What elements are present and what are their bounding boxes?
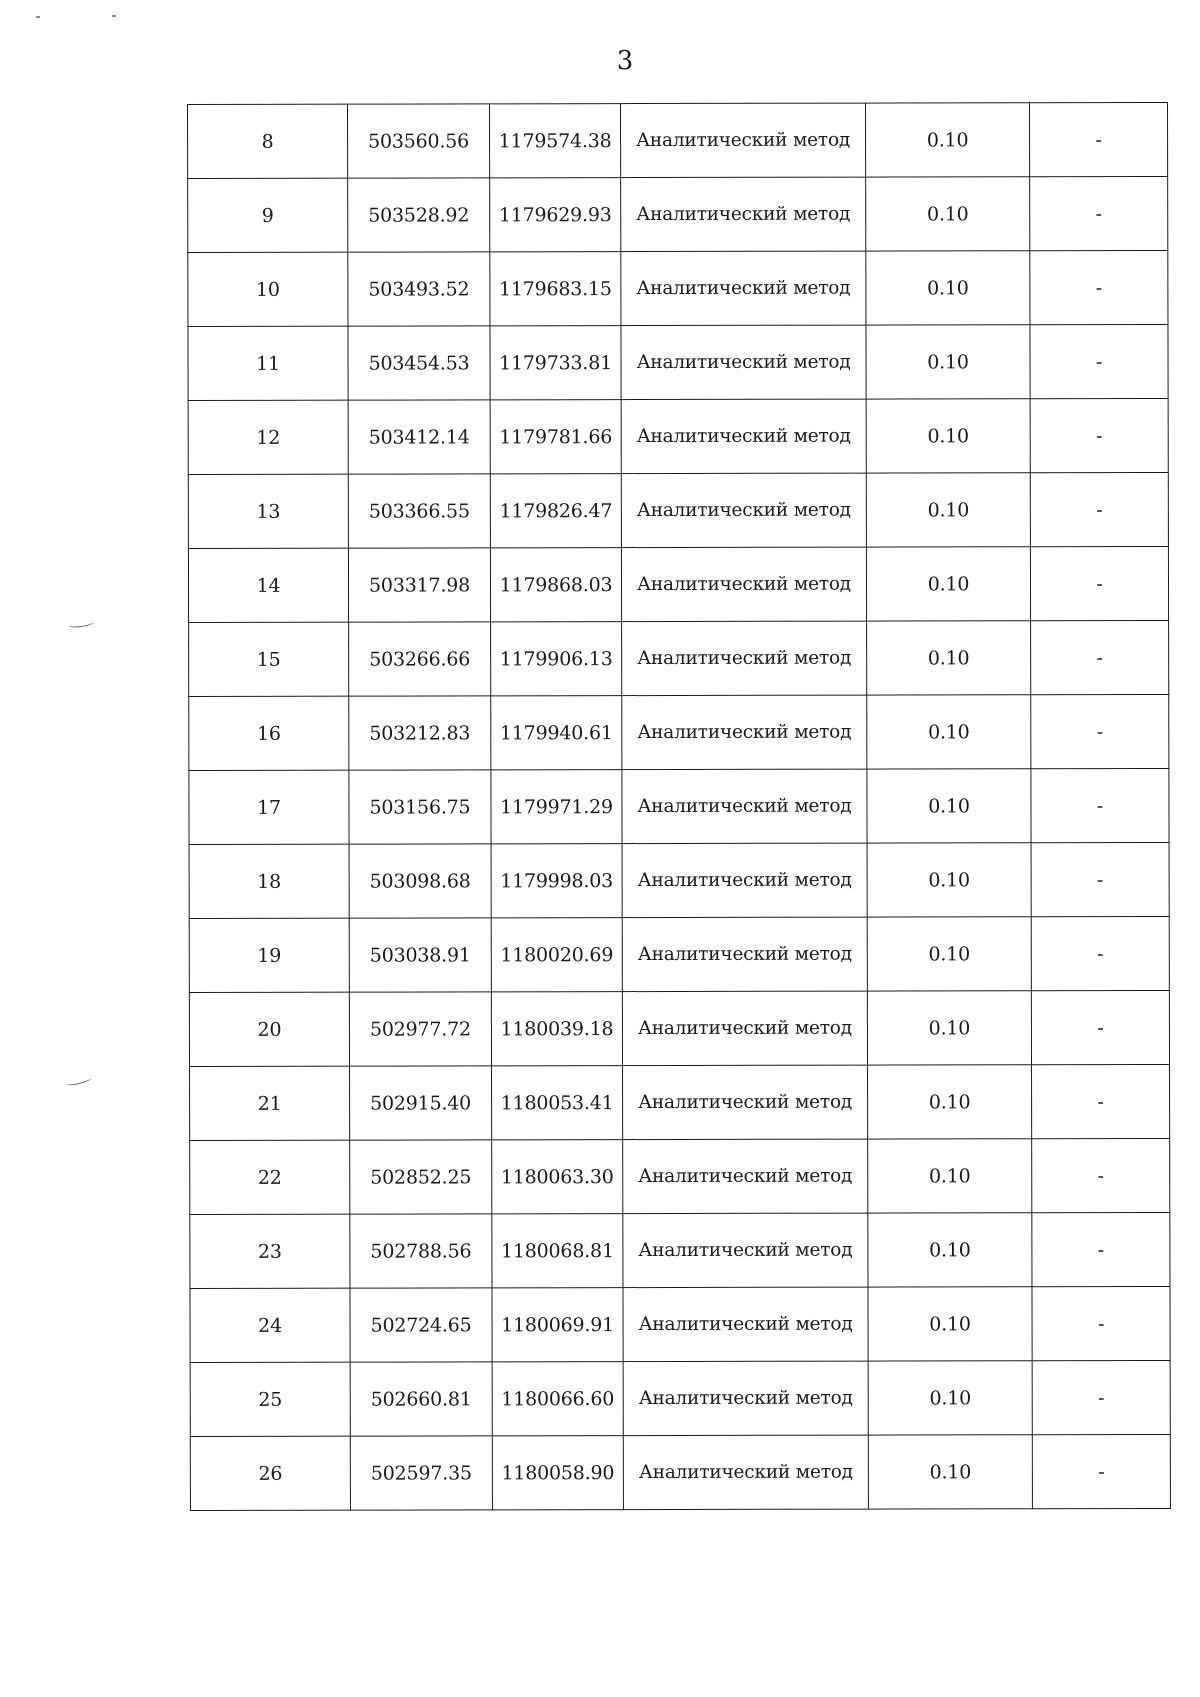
method-cell: Аналитический метод [622,621,867,696]
table-row [189,694,1169,770]
accuracy-cell: 0.10 [867,621,1031,695]
accuracy-cell: 0.10 [867,991,1031,1065]
note-cell: - [1030,398,1168,472]
table-row [188,102,1168,178]
note-cell: - [1030,250,1168,324]
point-number-cell: 10 [188,252,348,326]
method-cell: Аналитический метод [621,473,866,548]
accuracy-cell: 0.10 [865,103,1029,177]
x-coordinate-cell: 503098.68 [349,844,491,918]
x-coordinate-cell: 503212.83 [349,696,491,770]
point-number-cell: 18 [189,844,349,918]
y-coordinate-cell: 1179868.03 [490,548,621,622]
point-number-cell: 23 [190,1214,350,1288]
method-cell: Аналитический метод [622,695,867,770]
point-number-cell: 21 [190,1066,350,1140]
method-cell: Аналитический метод [622,769,867,844]
note-cell: - [1032,1212,1170,1286]
coordinates-table-body [188,102,1171,1510]
point-number-cell: 25 [190,1362,350,1436]
note-cell: - [1031,620,1169,694]
accuracy-cell: 0.10 [866,325,1030,399]
y-coordinate-cell: 1179998.03 [491,844,622,918]
accuracy-cell: 0.10 [868,1435,1032,1509]
point-number-cell: 16 [189,696,349,770]
accuracy-cell: 0.10 [868,1213,1032,1287]
note-cell: - [1032,1360,1170,1434]
point-number-cell: 8 [188,104,348,178]
method-cell: Аналитический метод [622,991,867,1066]
y-coordinate-cell: 1179906.13 [491,622,622,696]
accuracy-cell: 0.10 [866,177,1030,251]
method-cell: Аналитический метод [623,1361,868,1436]
accuracy-cell: 0.10 [867,769,1031,843]
x-coordinate-cell: 502660.81 [350,1362,492,1436]
x-coordinate-cell: 502852.25 [350,1140,492,1214]
table-row [190,1212,1170,1288]
y-coordinate-cell: 1179940.61 [491,696,622,770]
note-cell: - [1031,916,1169,990]
method-cell: Аналитический метод [623,1287,868,1362]
table-row [189,620,1169,696]
scan-margin-mark [66,1074,93,1087]
point-number-cell: 11 [188,326,348,400]
point-number-cell: 17 [189,770,349,844]
accuracy-cell: 0.10 [867,695,1031,769]
method-cell: Аналитический метод [621,177,866,252]
note-cell: - [1030,176,1168,250]
accuracy-cell: 0.10 [867,843,1031,917]
point-number-cell: 13 [188,474,348,548]
y-coordinate-cell: 1180069.91 [492,1288,623,1362]
note-cell: - [1031,694,1169,768]
coordinates-table [187,102,1171,1511]
point-number-cell: 20 [189,992,349,1066]
method-cell: Аналитический метод [622,843,867,918]
table-row [189,916,1169,992]
y-coordinate-cell: 1179781.66 [490,400,621,474]
method-cell: Аналитический метод [621,399,866,474]
x-coordinate-cell: 503366.55 [348,474,490,548]
table-row [190,1064,1170,1140]
note-cell: - [1031,842,1169,916]
x-coordinate-cell: 503317.98 [348,548,490,622]
method-cell: Аналитический метод [623,1139,868,1214]
x-coordinate-cell: 503454.53 [348,326,490,400]
method-cell: Аналитический метод [623,1213,868,1288]
table-row [190,1286,1170,1362]
y-coordinate-cell: 1179733.81 [490,326,621,400]
note-cell: - [1029,102,1167,176]
x-coordinate-cell: 502915.40 [350,1066,492,1140]
table-row [188,324,1168,400]
table-row [189,990,1169,1066]
accuracy-cell: 0.10 [868,1287,1032,1361]
x-coordinate-cell: 503266.66 [349,622,491,696]
table-row [190,1434,1170,1510]
accuracy-cell: 0.10 [868,1361,1032,1435]
table-row [188,472,1168,548]
point-number-cell: 26 [190,1436,350,1510]
x-coordinate-cell: 503528.92 [348,178,490,252]
note-cell: - [1032,1138,1170,1212]
note-cell: - [1030,472,1168,546]
method-cell: Аналитический метод [623,1065,868,1140]
accuracy-cell: 0.10 [868,1065,1032,1139]
accuracy-cell: 0.10 [868,1139,1032,1213]
point-number-cell: 24 [190,1288,350,1362]
table-row [188,398,1168,474]
point-number-cell: 12 [188,400,348,474]
x-coordinate-cell: 503493.52 [348,252,490,326]
table-row [188,176,1168,252]
table-row [190,1138,1170,1214]
x-coordinate-cell: 503560.56 [348,104,490,178]
note-cell: - [1030,546,1168,620]
point-number-cell: 14 [188,548,348,622]
y-coordinate-cell: 1179683.15 [490,252,621,326]
method-cell: Аналитический метод [621,325,866,400]
note-cell: - [1032,1434,1170,1508]
scan-speck [36,16,40,18]
scan-speck [112,15,116,17]
y-coordinate-cell: 1180066.60 [492,1362,623,1436]
y-coordinate-cell: 1180063.30 [492,1140,623,1214]
method-cell: Аналитический метод [623,1435,868,1510]
point-number-cell: 22 [190,1140,350,1214]
x-coordinate-cell: 502788.56 [350,1214,492,1288]
point-number-cell: 9 [188,178,348,252]
method-cell: Аналитический метод [622,917,867,992]
accuracy-cell: 0.10 [866,399,1030,473]
y-coordinate-cell: 1180068.81 [492,1214,623,1288]
x-coordinate-cell: 502597.35 [350,1436,492,1510]
y-coordinate-cell: 1180058.90 [492,1436,623,1510]
note-cell: - [1032,1064,1170,1138]
y-coordinate-cell: 1179971.29 [491,770,622,844]
method-cell: Аналитический метод [621,103,866,178]
note-cell: - [1031,990,1169,1064]
y-coordinate-cell: 1179826.47 [490,474,621,548]
accuracy-cell: 0.10 [866,251,1030,325]
accuracy-cell: 0.10 [866,473,1030,547]
note-cell: - [1031,768,1169,842]
y-coordinate-cell: 1180020.69 [491,918,622,992]
scan-margin-mark [68,618,95,629]
accuracy-cell: 0.10 [867,917,1031,991]
y-coordinate-cell: 1179574.38 [490,104,621,178]
method-cell: Аналитический метод [621,547,866,622]
page-number: 3 [616,46,634,76]
point-number-cell: 15 [189,622,349,696]
table-row [189,768,1169,844]
x-coordinate-cell: 503412.14 [348,400,490,474]
point-number-cell: 19 [189,918,349,992]
y-coordinate-cell: 1179629.93 [490,178,621,252]
y-coordinate-cell: 1180053.41 [492,1066,623,1140]
x-coordinate-cell: 502977.72 [349,992,491,1066]
note-cell: - [1032,1286,1170,1360]
table-row [188,250,1168,326]
method-cell: Аналитический метод [621,251,866,326]
table-row [190,1360,1170,1436]
accuracy-cell: 0.10 [866,547,1030,621]
note-cell: - [1030,324,1168,398]
x-coordinate-cell: 503038.91 [349,918,491,992]
table-row [188,546,1168,622]
x-coordinate-cell: 502724.65 [350,1288,492,1362]
table-row [189,842,1169,918]
x-coordinate-cell: 503156.75 [349,770,491,844]
y-coordinate-cell: 1180039.18 [491,992,622,1066]
